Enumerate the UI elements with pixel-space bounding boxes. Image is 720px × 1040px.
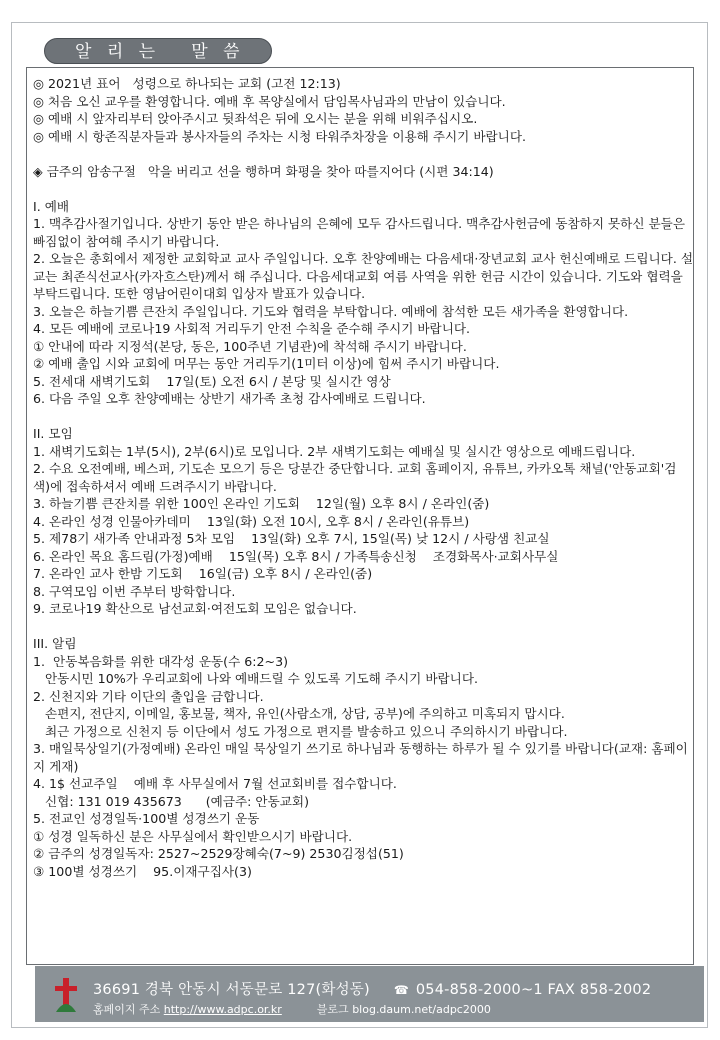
- memory-verse: ◈ 금주의 암송구절 악을 버리고 선을 행하며 화평을 찾아 따를지어다 (시편 34:14): [33, 163, 494, 179]
- blog-label: 블로그: [316, 1003, 349, 1016]
- homepage-link[interactable]: http://www.adpc.or.kr: [163, 1003, 282, 1016]
- list-item: 4. 모든 예배에 코로나19 사회적 거리두기 안전 수칙을 준수해 주시기 바랍니다.: [33, 321, 471, 336]
- list-item: 5. 전교인 성경일독·100별 성경쓰기 운동: [33, 811, 260, 826]
- list-item: 2. 신천지와 기타 이단의 출입을 금합니다.: [33, 688, 264, 704]
- section-heading: III. 알림: [33, 636, 77, 651]
- list-item: ② 금주의 성경일독자: 2527~2529장혜숙(7~9) 2530김정섭(51): [33, 846, 404, 861]
- list-item: 4. 온라인 성경 인물아카데미 13일(화) 오전 10시, 오후 8시 / 온라인(유튜브): [33, 513, 470, 529]
- footer-contact: [93, 978, 651, 999]
- list-item: ① 성경 일독하신 분은 사무실에서 확인받으시기 바랍니다.: [33, 828, 353, 844]
- intro-item: ◎ 2021년 표어 성령으로 하나되는 교회 (고전 12:13): [33, 76, 341, 91]
- list-item: 6. 다음 주일 오후 찬양예배는 상반기 새가족 초청 감사예배로 드립니다.: [33, 391, 426, 406]
- intro-item: ◎ 예배 시 앞자리부터 앉아주시고 뒷좌석은 뒤에 오시는 분을 위해 비워주십시오.: [33, 111, 478, 126]
- list-item: 3. 하늘기쁨 큰잔치를 위한 100인 온라인 기도회 12일(월) 오후 8시 / 온라인(줌): [33, 496, 490, 511]
- section-notices: [33, 635, 693, 880]
- list-item: 4. 1$ 선교주일 예배 후 사무실에서 7월 선교회비를 접수합니다.: [33, 776, 397, 791]
- footer-address: 36691 경북 안동시 서동문로 127(화성동): [93, 982, 370, 998]
- homepage-label: 홈페이지 주소: [93, 1003, 161, 1016]
- section-heading: II. 모임: [33, 426, 73, 441]
- footer: [35, 966, 704, 1022]
- list-item: 3. 오늘은 하늘기쁨 큰잔치 주일입니다. 기도와 협력을 부탁합니다. 예배에 참석한 모든 새가족을 환영합니다.: [33, 303, 629, 319]
- section-meetings: [33, 425, 693, 618]
- intro-list: [33, 75, 693, 145]
- list-item: 2. 수요 오전예배, 베스퍼, 기도손 모으기 등은 당분간 중단합니다. 교회 홈페이지, 유튜브, 카카오톡 채널('안동교회'검색)에 접속하셔서 예배 드려주시기 바랍니다.: [33, 461, 677, 494]
- list-item: 7. 온라인 교사 한밤 기도회 16일(금) 오후 8시 / 온라인(줌): [33, 566, 373, 581]
- list-item: ③ 100별 성경쓰기 95.이재구집사(3): [33, 863, 252, 879]
- church-cross-icon: [53, 978, 79, 1012]
- section-worship: [33, 198, 693, 408]
- list-item: 1. 안동복음화를 위한 대각성 운동(수 6:2~3): [33, 653, 289, 669]
- list-item: 신협: 131 019 435673 (예금주: 안동교회): [33, 793, 309, 809]
- footer-links: [93, 1001, 491, 1017]
- list-item: 손편지, 전단지, 이메일, 홍보물, 책자, 유인(사람소개, 상담, 공부)에 주의하고 미혹되지 맙시다.: [33, 706, 565, 721]
- blog-link[interactable]: blog.daum.net/adpc2000: [352, 1003, 491, 1016]
- list-item: ② 예배 출입 시와 교회에 머무는 동안 거리두기(1미터 이상)에 힘써 주시기 바랍니다.: [33, 356, 500, 371]
- section-heading: I. 예배: [33, 198, 70, 214]
- list-item: 6. 온라인 목요 홈드림(가정)예배 15일(목) 오후 8시 / 가족특송신청 조경화목사·교회사무실: [33, 548, 559, 564]
- footer-phone: 054-858-2000~1 FAX 858-2002: [415, 982, 652, 998]
- intro-item: ◎ 예배 시 항존직분자들과 봉사자들의 주차는 시청 타워주차장을 이용해 주시기 바랍니다.: [33, 128, 526, 144]
- notice-content: [33, 75, 693, 880]
- list-item: ① 안내에 따라 지정석(본당, 동은, 100주년 기념관)에 착석해 주시기 바랍니다.: [33, 338, 467, 354]
- list-item: 3. 매일묵상일기(가정예배) 온라인 매일 묵상일기 쓰기로 하나님과 동행하는 하루가 될 수 있기를 바랍니다(교재: 홈페이지 게재): [33, 741, 688, 774]
- list-item: 8. 구역모임 이번 주부터 방학합니다.: [33, 583, 236, 599]
- list-item: 1. 새벽기도회는 1부(5시), 2부(6시)로 모입니다. 2부 새벽기도회는 예배실 및 실시간 영상으로 예배드립니다.: [33, 443, 636, 459]
- list-item: 2. 오늘은 총회에서 제정한 교회학교 교사 주일입니다. 오후 찬양예배는 다음세대·장년교회 교사 헌신예배로 드립니다. 설교는 최존식선교사(카자흐스탄)께서 해 주십니다. 다음세대교회 여름 사역을 위한 헌금 시간이 있습니다. 기도와 협력을 부탁드립니다. 또한 영남어린이대회 입상자 발표가 있습니다.: [33, 251, 693, 301]
- phone-icon: ☎: [393, 983, 410, 997]
- list-item: 9. 코로나19 확산으로 남선교회·여전도회 모임은 없습니다.: [33, 601, 357, 616]
- page-title: 알 리 는 말 씀: [44, 38, 272, 64]
- list-item: 안동시민 10%가 우리교회에 나와 예배드릴 수 있도록 기도해 주시기 바랍니다.: [33, 671, 478, 686]
- list-item: 1. 맥추감사절기입니다. 상반기 동안 받은 하나님의 은혜에 모두 감사드립니다. 맥추감사헌금에 동참하지 못하신 분들은 빠짐없이 참여해 주시기 바랍니다.: [33, 216, 686, 249]
- list-item: 최근 가정으로 신천지 등 이단에서 성도 가정으로 편지를 발송하고 있으니 주의하시기 바랍니다.: [33, 723, 568, 739]
- list-item: 5. 제78기 새가족 안내과정 5차 모임 13일(화) 오후 7시, 15일(목) 낮 12시 / 사랑샘 친교실: [33, 531, 550, 546]
- list-item: 5. 전세대 새벽기도회 17일(토) 오전 6시 / 본당 및 실시간 영상: [33, 373, 391, 389]
- intro-item: ◎ 처음 오신 교우를 환영합니다. 예배 후 목양실에서 담임목사님과의 만남이 있습니다.: [33, 93, 506, 109]
